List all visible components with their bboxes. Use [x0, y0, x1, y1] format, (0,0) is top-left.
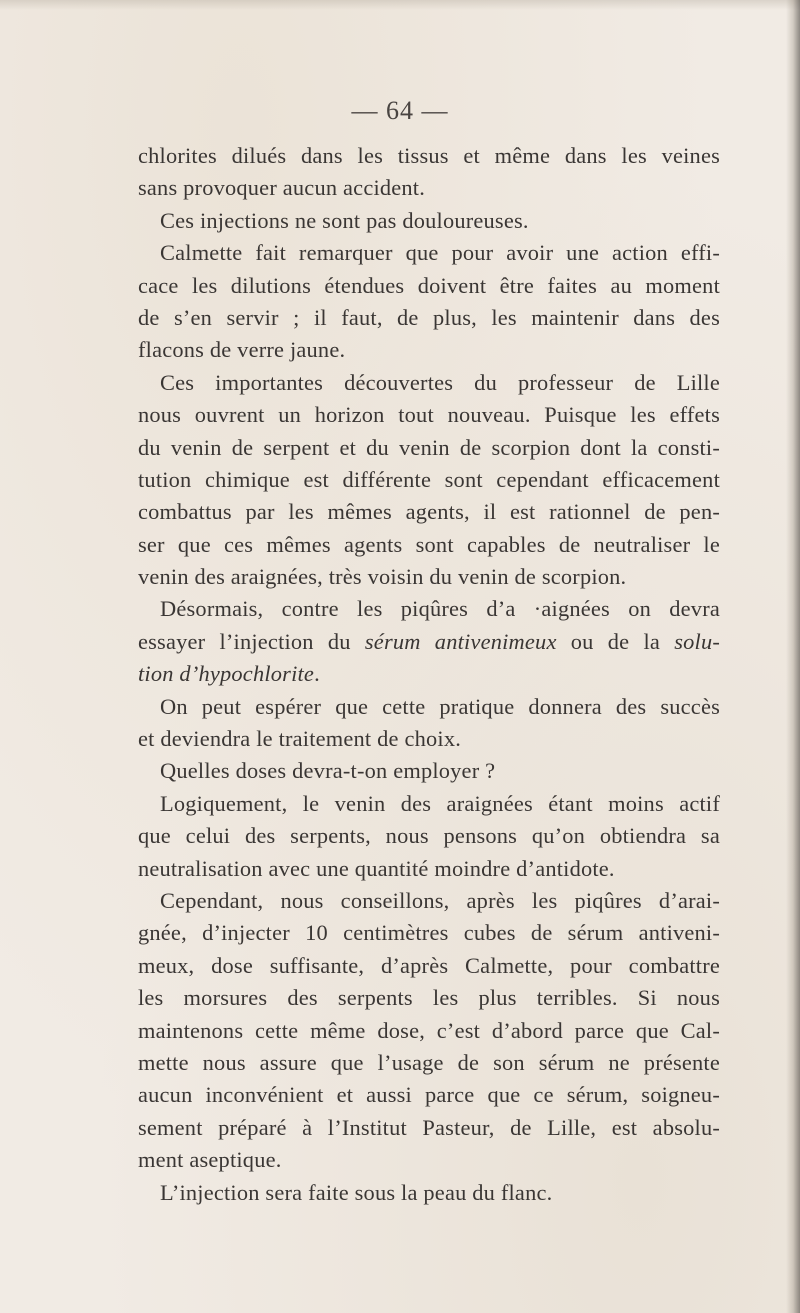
text-line: de s’en servir ; il faut, de plus, les maintenir dans des	[138, 304, 720, 330]
text-segment: essayer l’injection du	[138, 628, 365, 654]
text-line: L’injection sera faite sous la peau du flanc.	[160, 1179, 553, 1205]
text-line: ment aseptique.	[138, 1147, 282, 1173]
text-segment: ou de la	[556, 628, 675, 654]
text-line: que celui des serpents, nous pensons qu’on obtiendra sa	[138, 823, 720, 849]
text-line-mixed	[138, 658, 720, 690]
text-line: nous ouvrent un horizon tout nouveau. Puisque les effets	[138, 402, 720, 428]
italic-term: solu-	[674, 628, 721, 654]
text-line: mette nous assure que l’usage de son sérum ne présente	[138, 1049, 720, 1075]
text-line: tution chimique est différente sont cependant efficacement	[138, 466, 720, 492]
text-line: Cependant, nous conseillons, après les piqûres d’arai-	[160, 887, 720, 913]
text-line: Ces injections ne sont pas douloureuses.	[160, 207, 529, 233]
italic-term: tion d’hypochlorite	[138, 661, 315, 687]
text-line: cace les dilutions étendues doivent être faites au moment	[138, 272, 720, 298]
text-line: neutralisation avec une quantité moindre d’antidote.	[138, 855, 615, 881]
text-line: les morsures des serpents les plus terribles. Si nous	[138, 985, 720, 1011]
text-line: combattus par les mêmes agents, il est rationnel de pen-	[138, 499, 720, 525]
page-top-shadow	[0, 0, 800, 10]
page-binding-edge	[786, 0, 800, 1313]
text-segment: .	[314, 661, 320, 687]
text-line: gnée, d’injecter 10 centimètres cubes de sérum antiveni-	[138, 920, 720, 946]
text-line: On peut espérer que cette pratique donnera des succès	[160, 693, 720, 719]
page-number: — 64 —	[351, 96, 449, 125]
text-line: maintenons cette même dose, c’est d’abord parce que Cal-	[138, 1017, 720, 1043]
text-line: ser que ces mêmes agents sont capables de neutraliser le	[138, 531, 720, 557]
text-line: Logiquement, le venin des araignées étant moins actif	[160, 790, 720, 816]
text-line: flacons de verre jaune.	[138, 337, 346, 363]
text-line: sement préparé à l’Institut Pasteur, de Lille, est absolu-	[138, 1114, 720, 1140]
text-line: du venin de serpent et du venin de scorpion dont la consti-	[138, 434, 720, 460]
text-line-mixed	[138, 626, 720, 658]
text-line: sans provoquer aucun accident.	[138, 175, 426, 201]
text-line: Quelles doses devra-t-on employer ?	[160, 758, 496, 784]
body-text	[138, 140, 720, 1209]
text-line: Calmette fait remarquer que pour avoir une action effi-	[160, 240, 720, 266]
text-line: meux, dose suffisante, d’après Calmette, pour combattre	[138, 952, 720, 978]
text-line: Désormais, contre les piqûres d’a ·aignées on devra	[160, 596, 720, 622]
text-line: aucun inconvénient et aussi parce que ce sérum, soigneu-	[138, 1082, 720, 1108]
text-line: Ces importantes découvertes du professeur de Lille	[160, 369, 720, 395]
text-line: venin des araignées, très voisin du venin de scorpion.	[138, 564, 627, 590]
text-line: et deviendra le traitement de choix.	[138, 726, 462, 752]
text-line: chlorites dilués dans les tissus et même dans les veines	[138, 143, 720, 168]
italic-term: sérum antivenimeux	[364, 628, 557, 654]
